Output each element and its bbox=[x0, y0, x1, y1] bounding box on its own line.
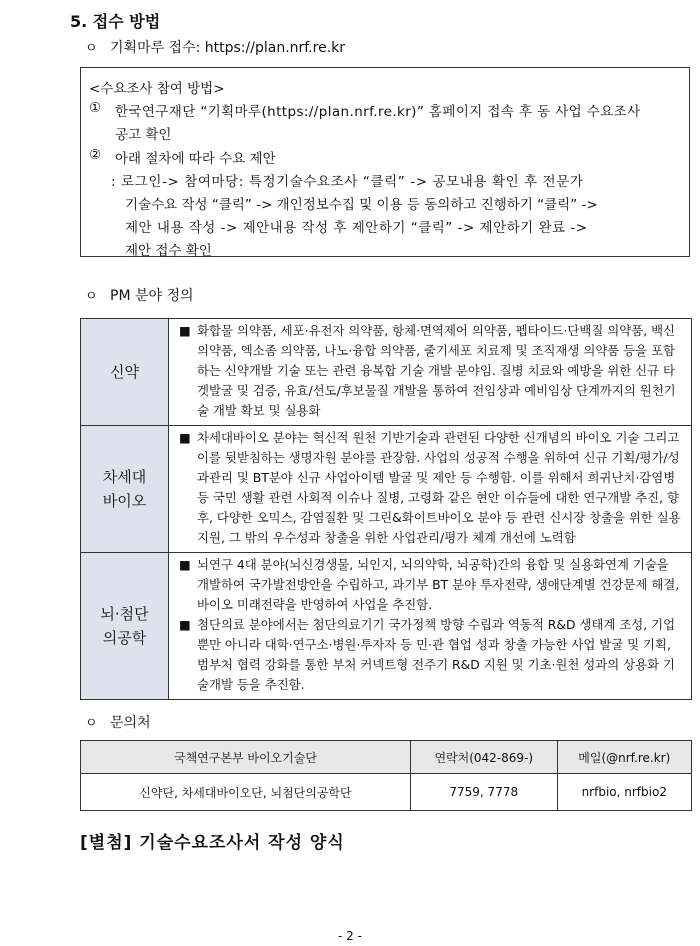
item-text: 첨단의료 분야에서는 첨단의료기기 국가정책 방향 수립과 역동적 R&D 생태계 조성, 기업뿐만 아니라 대학·연구소·병원·투자자 등 민·관 협업 성과 창출 가능한 사업 발굴 및 기획, 범부처 협력 강화를 통한 부처 커넥트형 전주기 R&D 지원 및 기초·원천 성과의 상용화 기술개발 등을 추진함. bbox=[197, 617, 676, 692]
contact-heading bbox=[85, 712, 151, 732]
table-header-row bbox=[81, 741, 692, 774]
square-bullet-icon: ■ bbox=[179, 430, 191, 445]
bullet-circle-icon: ㅇ bbox=[85, 716, 98, 731]
category-label-line1: 차세대 bbox=[102, 468, 147, 486]
category-cell-brain-biomed bbox=[81, 553, 169, 700]
annex-title: [별첨] 기술수요조사서 작성 양식 bbox=[80, 833, 345, 853]
contact-table bbox=[80, 740, 692, 811]
item1-line2: 공고 확인 bbox=[115, 127, 172, 143]
procedure-line2: 기술수요 작성 “클릭” -> 개인정보수집 및 이용 등 동의하고 진행하기 “클릭” -> bbox=[125, 197, 598, 213]
box-title: <수요조사 참여 방법> bbox=[89, 81, 225, 97]
item2-number: ② bbox=[89, 147, 102, 163]
table-row bbox=[81, 774, 692, 811]
cell-phone: 7759, 7778 bbox=[410, 774, 557, 811]
table-row bbox=[81, 426, 692, 553]
header-cell-department: 국책연구본부 바이오기술단 bbox=[81, 741, 411, 774]
pm-heading bbox=[85, 285, 194, 305]
submission-line bbox=[85, 37, 345, 57]
header-cell-phone: 연락처(042-869-) bbox=[410, 741, 557, 774]
category-label-line2: 의공학 bbox=[102, 629, 147, 647]
category-label-line2: 바이오 bbox=[102, 492, 147, 510]
list-item bbox=[177, 615, 683, 695]
procedure-line4: 제안 접수 확인 bbox=[125, 243, 212, 259]
page-number: - 2 - bbox=[338, 929, 362, 943]
description-cell bbox=[169, 426, 692, 553]
table-row bbox=[81, 319, 692, 426]
category-label-line1: 뇌·첨단 bbox=[100, 605, 149, 623]
item-text: 뇌연구 4대 분야(뇌신경생물, 뇌인지, 뇌의약학, 뇌공학)간의 융합 및 실용화연계 기술을 개발하여 국가발전방안을 수립하고, 과기부 BT 분야 투자전략, 생애단계별 건강문제 해결, 바이오 미래전략을 반영하여 사업을 추진함. bbox=[197, 557, 680, 612]
bullet-circle-icon: ㅇ bbox=[85, 41, 98, 56]
item-text: 화합물 의약품, 세포·유전자 의약품, 항체·면역제어 의약품, 펩타이드·단백질 의약품, 백신 의약품, 엑소좀 의약품, 나노·융합 의약품, 줄기세포 치료제 및 조직재생 의약품 등을 포함하는 신약개발 기술 또는 관련 융복합 기술 개발 분야임. 질병 치료와 예방을 위한 신규 타겟발굴 및 검증, 유효/선도/후보물질 개발을 통하여 전임상과 예비임상 단계까지의 원천기술 개발 확보 및 실용화 bbox=[197, 323, 676, 418]
contact-heading-text: 문의처 bbox=[110, 715, 151, 731]
table-row bbox=[81, 553, 692, 700]
survey-method-box bbox=[80, 67, 690, 257]
category-cell-new-drug bbox=[81, 319, 169, 426]
category-cell-next-gen-bio bbox=[81, 426, 169, 553]
list-item bbox=[177, 428, 683, 548]
header-cell-email: 메일(@nrf.re.kr) bbox=[557, 741, 691, 774]
procedure-line1: : 로그인-> 참여마당: 특정기술수요조사 “클릭” -> 공모내용 확인 후 전문가 bbox=[111, 174, 584, 190]
pm-heading-text: PM 분야 정의 bbox=[110, 288, 194, 304]
cell-department: 신약단, 차세대바이오단, 뇌첨단의공학단 bbox=[81, 774, 411, 811]
submission-text: 기획마루 접수: https://plan.nrf.re.kr bbox=[110, 40, 346, 56]
description-cell bbox=[169, 553, 692, 700]
item-text: 차세대바이오 분야는 혁신적 원천 기반기술과 관련된 다양한 신개념의 바이오 기술 그리고 이를 뒷받침하는 생명자원 분야를 관장함. 사업의 성공적 수행을 위하여 신규 기획/평가/성과관리 및 BT분야 신규 사업아이템 발굴 및 제안 등 수행함. 이를 위해서 희귀난치·감염병 등 국민 생활 관련 사회적 이슈나 질병, 고령화 같은 현안 이슈들에 대한 연구개발 추진, 향후, 다양한 오믹스, 감염질환 및 그린&화이트바이오 분야 등 관련 신시장 창출을 위한 실용 지원, 그 밖의 우수성과 창출을 위한 사업관리/평가 체계 개선에 노력함 bbox=[197, 430, 681, 545]
square-bullet-icon: ■ bbox=[179, 617, 191, 632]
category-label: 신약 bbox=[110, 363, 139, 381]
procedure-line3: 제안 내용 작성 -> 제안내용 작성 후 제안하기 “클릭” -> 제안하기 완료 -> bbox=[125, 220, 588, 236]
square-bullet-icon: ■ bbox=[179, 557, 191, 572]
list-item bbox=[177, 555, 683, 615]
item1-line1: 한국연구재단 “기획마루(https://plan.nrf.re.kr)” 홈페이지 접속 후 동 사업 수요조사 bbox=[115, 104, 641, 120]
section-title: 5. 접수 방법 bbox=[70, 12, 161, 31]
cell-email: nrfbio, nrfbio2 bbox=[557, 774, 691, 811]
list-item bbox=[177, 321, 683, 421]
description-cell bbox=[169, 319, 692, 426]
item1-number: ① bbox=[89, 100, 102, 116]
square-bullet-icon: ■ bbox=[179, 323, 191, 338]
item2-text: 아래 절차에 따라 수요 제안 bbox=[115, 151, 276, 167]
bullet-circle-icon: ㅇ bbox=[85, 289, 98, 304]
pm-definition-table bbox=[80, 318, 692, 700]
